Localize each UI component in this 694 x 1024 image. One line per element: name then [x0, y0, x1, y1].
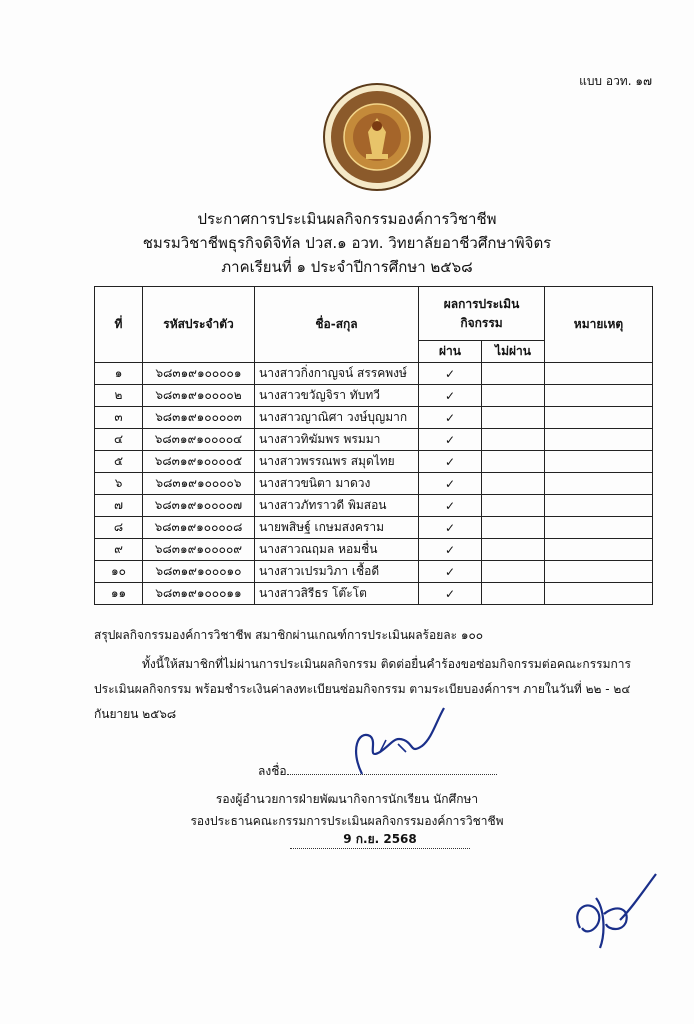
- row-name: นายพสิษฐ์ เกษมสงคราม: [255, 517, 419, 539]
- row-fail: [482, 363, 545, 385]
- title-line-2: ชมรมวิชาชีพธุรกิจดิจิทัล ปวส.๑ อวท. วิทยาลัยอาชีวศึกษาพิจิตร: [142, 234, 552, 252]
- row-pass: [419, 451, 482, 473]
- row-pass: [419, 583, 482, 605]
- header-name: ชื่อ-สกุล: [255, 287, 419, 363]
- check-mark-icon: ✓: [444, 388, 456, 403]
- header-fail: ไม่ผ่าน: [482, 341, 545, 363]
- check-mark-icon: ✓: [444, 542, 456, 557]
- row-pass: [419, 363, 482, 385]
- row-pass: [419, 517, 482, 539]
- header-result-line-2: กิจกรรม: [460, 315, 503, 330]
- row-name: นางสาวทิฆัมพร พรมมา: [255, 429, 419, 451]
- row-name: นางสาวญาณิศา วงษ์บุญมาก: [255, 407, 419, 429]
- check-mark-icon: ✓: [444, 454, 456, 469]
- header-no: ที่: [95, 287, 143, 363]
- signer-position-2: รองประธานคณะกรรมการประเมินผลกิจกรรมองค์การวิชาชีพ: [190, 814, 504, 828]
- row-student-id: ๖๘๓๑๙๑๐๐๐๐๑: [143, 363, 255, 385]
- row-no: ๓: [95, 407, 143, 429]
- row-name: นางสาวขวัญจิรา ทับทวี: [255, 385, 419, 407]
- check-mark-icon: ✓: [444, 432, 456, 447]
- row-student-id: ๖๘๓๑๙๑๐๐๐๐๔: [143, 429, 255, 451]
- table-row: [95, 473, 653, 495]
- row-name: นางสาวกิ่งกาญจน์ สรรคพงษ์: [255, 363, 419, 385]
- header-pass: ผ่าน: [419, 341, 482, 363]
- check-mark-icon: ✓: [444, 586, 456, 601]
- row-remark: [545, 451, 653, 473]
- row-fail: [482, 429, 545, 451]
- row-name: นางสาวเปรมวิภา เชื้อดี: [255, 561, 419, 583]
- row-fail: [482, 561, 545, 583]
- signer-position-1: รองผู้อำนวยการฝ่ายพัฒนากิจการนักเรียน นักศึกษา: [215, 792, 479, 806]
- row-student-id: ๖๘๓๑๙๑๐๐๐๑๑: [143, 583, 255, 605]
- row-no: ๒: [95, 385, 143, 407]
- form-code: แบบ อวท. ๑๗: [579, 74, 652, 88]
- row-no: ๖: [95, 473, 143, 495]
- row-no: ๗: [95, 495, 143, 517]
- row-pass: [419, 495, 482, 517]
- row-no: ๕: [95, 451, 143, 473]
- signature-date: 9 ก.ย. 2568: [290, 830, 470, 849]
- remedial-note: ทั้งนี้ให้สมาชิกที่ไม่ผ่านการประเมินผลกิจกรรม ติดต่อยื่นคำร้องขอซ่อมกิจกรรมต่อคณะกรรมการประเมินผลกิจกรรม พร้อมชำระเงินค่าลงทะเบียนซ่อมกิจกรรม ตามระเบียบองค์การฯ ภายในวันที่ ๒๒ - ๒๔ กันยายน ๒๕๖๘: [94, 657, 631, 721]
- row-student-id: ๖๘๓๑๙๑๐๐๐๐๘: [143, 517, 255, 539]
- row-fail: [482, 473, 545, 495]
- row-student-id: ๖๘๓๑๙๑๐๐๐๐๖: [143, 473, 255, 495]
- row-fail: [482, 583, 545, 605]
- row-remark: [545, 583, 653, 605]
- row-pass: [419, 473, 482, 495]
- check-mark-icon: ✓: [444, 498, 456, 513]
- row-fail: [482, 407, 545, 429]
- title-line-1: ประกาศการประเมินผลกิจกรรมองค์การวิชาชีพ: [197, 210, 497, 228]
- row-no: ๘: [95, 517, 143, 539]
- title-line-3: ภาคเรียนที่ ๑ ประจำปีการศึกษา ๒๕๖๘: [221, 258, 473, 276]
- row-fail: [482, 539, 545, 561]
- check-mark-icon: ✓: [444, 476, 456, 491]
- row-no: ๑: [95, 363, 143, 385]
- header-remark: หมายเหตุ: [545, 287, 653, 363]
- row-name: นางสาวภัทราวดี พิมสอน: [255, 495, 419, 517]
- check-mark-icon: ✓: [444, 520, 456, 535]
- row-student-id: ๖๘๓๑๙๑๐๐๐๐๙: [143, 539, 255, 561]
- association-seal-logo: [322, 82, 432, 192]
- row-no: ๙: [95, 539, 143, 561]
- row-no: ๑๑: [95, 583, 143, 605]
- row-student-id: ๖๘๓๑๙๑๐๐๐๐๓: [143, 407, 255, 429]
- table-row: [95, 561, 653, 583]
- header-result-line-1: ผลการประเมิน: [443, 296, 520, 311]
- row-pass: [419, 429, 482, 451]
- check-mark-icon: ✓: [444, 564, 456, 579]
- row-name: นางสาวสิรีธร โต๊ะโต: [255, 583, 419, 605]
- row-name: นางสาวณฤมล หอมชื่น: [255, 539, 419, 561]
- table-row: [95, 539, 653, 561]
- check-mark-icon: ✓: [444, 366, 456, 381]
- row-name: นางสาวขนิตา มาดวง: [255, 473, 419, 495]
- table-row: [95, 363, 653, 385]
- row-no: ๑๐: [95, 561, 143, 583]
- row-remark: [545, 473, 653, 495]
- announcement-title: [0, 207, 694, 279]
- row-remark: [545, 385, 653, 407]
- header-result: [419, 287, 545, 341]
- row-remark: [545, 561, 653, 583]
- table-row: [95, 517, 653, 539]
- row-remark: [545, 495, 653, 517]
- row-student-id: ๖๘๓๑๙๑๐๐๐๐๕: [143, 451, 255, 473]
- row-remark: [545, 539, 653, 561]
- table-row: [95, 385, 653, 407]
- row-pass: [419, 407, 482, 429]
- row-fail: [482, 495, 545, 517]
- check-mark-icon: ✓: [444, 410, 456, 425]
- row-remark: [545, 363, 653, 385]
- row-student-id: ๖๘๓๑๙๑๐๐๐๐๗: [143, 495, 255, 517]
- row-remark: [545, 429, 653, 451]
- table-row: [95, 495, 653, 517]
- second-handwritten-signature: [560, 868, 660, 958]
- row-no: ๔: [95, 429, 143, 451]
- row-remark: [545, 407, 653, 429]
- row-pass: [419, 539, 482, 561]
- table-row: [95, 429, 653, 451]
- row-fail: [482, 517, 545, 539]
- row-pass: [419, 385, 482, 407]
- handwritten-signature: [340, 700, 450, 780]
- row-pass: [419, 561, 482, 583]
- table-row: [95, 451, 653, 473]
- row-fail: [482, 451, 545, 473]
- signature-label: ลงชื่อ: [258, 764, 287, 778]
- row-student-id: ๖๘๓๑๙๑๐๐๐๑๐: [143, 561, 255, 583]
- table-row: [95, 583, 653, 605]
- row-fail: [482, 385, 545, 407]
- row-student-id: ๖๘๓๑๙๑๐๐๐๐๒: [143, 385, 255, 407]
- evaluation-table: [94, 286, 653, 605]
- row-remark: [545, 517, 653, 539]
- table-row: [95, 407, 653, 429]
- summary-text: สรุปผลกิจกรรมองค์การวิชาชีพ สมาชิกผ่านเกณฑ์การประเมินผลร้อยละ ๑๐๐: [94, 628, 484, 642]
- header-student-id: รหัสประจำตัว: [143, 287, 255, 363]
- row-name: นางสาวพรรณพร สมุดไทย: [255, 451, 419, 473]
